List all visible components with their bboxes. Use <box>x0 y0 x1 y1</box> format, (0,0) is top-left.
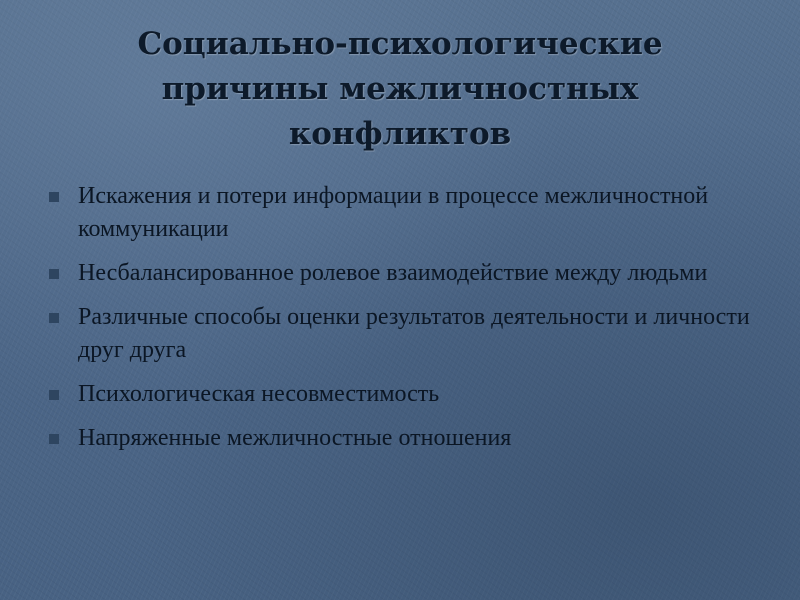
bullet-item-tense-relations <box>45 422 765 455</box>
square-bullet-icon <box>49 192 59 202</box>
title-line-3: конфликтов <box>288 116 512 152</box>
bullet-text: Искажения и потери информации в процессе межличностной коммуникации <box>78 183 709 242</box>
bullet-text: Напряженные межличностные отношения <box>78 425 512 451</box>
title-line-1: Социально-психологические <box>137 26 663 62</box>
slide-title <box>60 22 740 157</box>
bullet-text: Несбалансированное ролевое взаимодействие между людьми <box>78 260 708 286</box>
bullet-text: Психологическая несовместимость <box>78 381 440 407</box>
bullet-text: Различные способы оценки результатов деятельности и личности друг друга <box>78 304 750 363</box>
square-bullet-icon <box>49 313 59 323</box>
title-line-2: причины межличностных <box>161 71 639 107</box>
square-bullet-icon <box>49 390 59 400</box>
bullet-item-psychological-incompatibility <box>45 378 765 411</box>
square-bullet-icon <box>49 434 59 444</box>
square-bullet-icon <box>49 269 59 279</box>
bullet-item-information-distortion <box>45 180 765 246</box>
bullet-item-role-interaction <box>45 257 765 290</box>
bullet-item-evaluation-methods <box>45 301 765 367</box>
bullet-list <box>45 180 765 466</box>
